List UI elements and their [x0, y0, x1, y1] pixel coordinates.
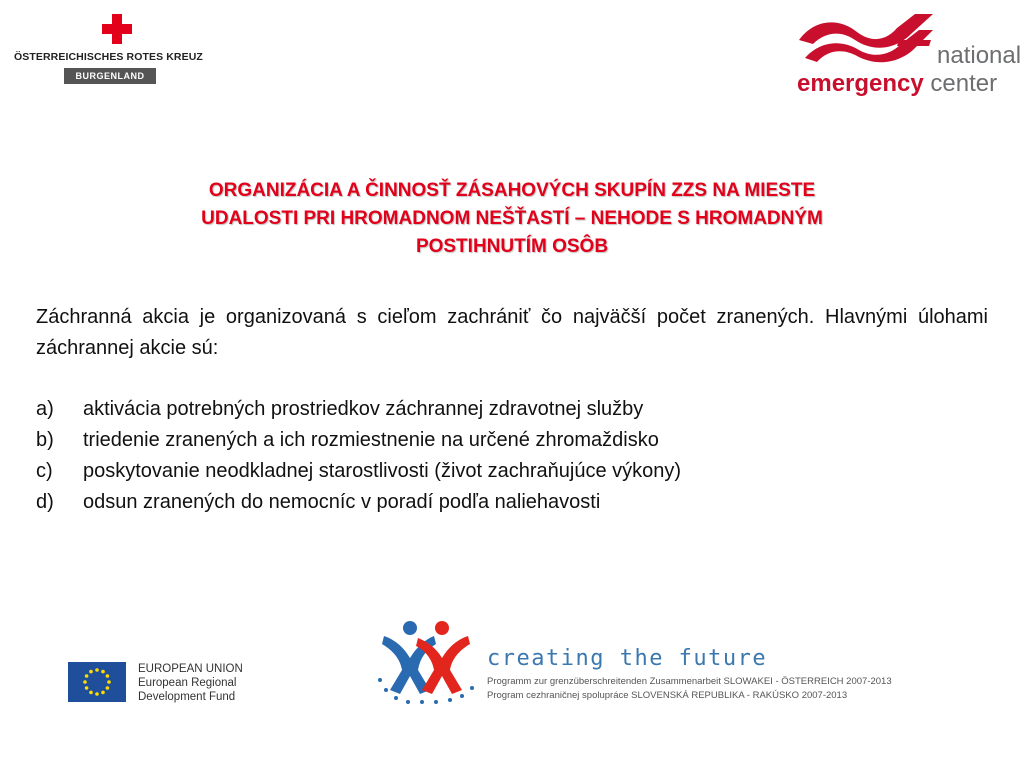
list-item — [36, 487, 986, 518]
red-cross-icon — [102, 14, 132, 44]
title-line: UDALOSTI PRI HROMADNOM NEŠŤASTÍ – NEHODE S HROMADNÝM — [201, 208, 823, 229]
eu-flag-icon — [68, 662, 126, 702]
logo-line-emergency-center — [797, 70, 997, 98]
logo-word-center: center — [930, 70, 998, 97]
list-item-text: odsun zranených do nemocníc v poradí podľa naliehavosti — [83, 491, 601, 513]
national-emergency-center-logo — [795, 10, 1022, 97]
task-list — [36, 394, 986, 518]
list-marker: d) — [36, 491, 54, 513]
emergency-wave-icon — [795, 10, 935, 70]
program-line: Program cezhraničnej spolupráce SLOVENSKÁ REPUBLIKA - RAKÚSKO 2007-2013 — [487, 690, 848, 701]
title-line: ORGANIZÁCIA A ČINNOSŤ ZÁSAHOVÝCH SKUPÍN ZZS NA MIESTE — [208, 180, 816, 201]
list-marker: b) — [36, 429, 54, 451]
eu-text — [138, 662, 243, 704]
red-cross-logo — [14, 14, 203, 84]
list-item — [36, 425, 986, 456]
eu-line: European Regional — [138, 677, 237, 689]
slide-title — [60, 177, 964, 261]
eu-logo — [68, 662, 268, 708]
list-marker: a) — [36, 398, 54, 420]
list-item — [36, 394, 986, 425]
list-item-text: aktivácia potrebných prostriedkov záchrannej zdravotnej služby — [83, 398, 644, 420]
list-item-text: poskytovanie neodkladnej starostlivosti (život zachraňujúce výkony) — [83, 460, 682, 482]
program-line: Programm zur grenzüberschreitenden Zusammenarbeit SLOWAKEI - ÖSTERREICH 2007-2013 — [487, 676, 892, 687]
list-item — [36, 456, 986, 487]
creating-the-future-logo — [372, 618, 972, 708]
program-headline: creating the future — [487, 646, 768, 671]
intro-paragraph: Záchranná akcia je organizovaná s cieľom zachrániť čo najväčší počet zranených. Hlavnými úlohami záchrannej akcie sú: — [36, 306, 988, 359]
red-cross-region: BURGENLAND — [64, 68, 156, 84]
list-item-text: triedenie zranených a ich rozmiestnenie na určené zhromaždisko — [83, 429, 659, 451]
title-line: POSTIHNUTÍM OSÔB — [415, 236, 609, 257]
logo-word-national: national — [937, 42, 1022, 69]
eu-line: Development Fund — [138, 691, 236, 703]
list-marker: c) — [36, 460, 53, 482]
red-cross-name: ÖSTERREICHISCHES ROTES KREUZ — [14, 51, 203, 63]
logo-word-emergency: emergency — [797, 70, 924, 97]
people-figures-icon — [372, 618, 487, 704]
eu-line: EUROPEAN UNION — [138, 663, 243, 675]
